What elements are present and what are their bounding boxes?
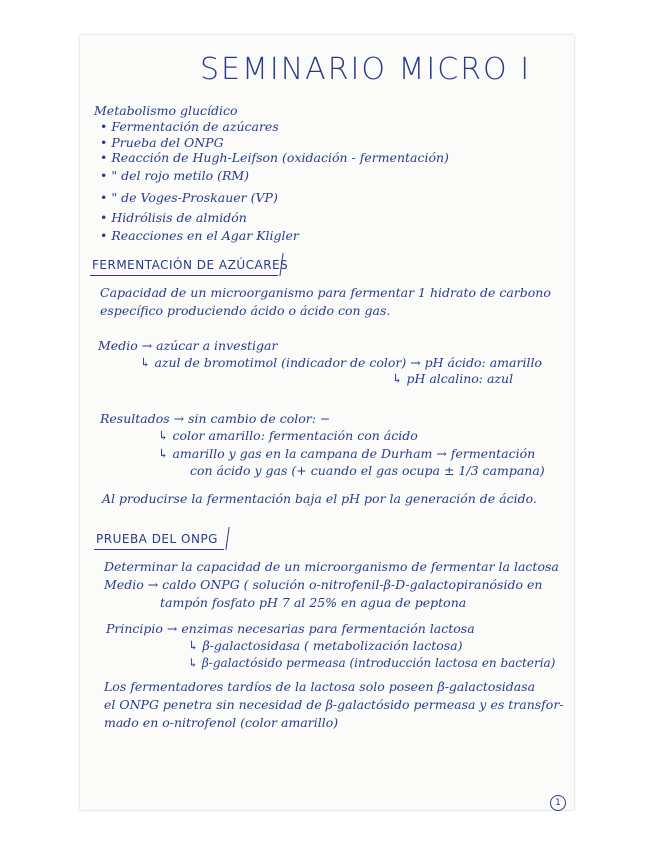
intro-heading: Metabolismo glucídico: [94, 103, 238, 118]
section-heading-onpg: PRUEBA DEL ONPG: [96, 532, 218, 546]
text-line: tampón fosfato pH 7 al 25% en agua de peptona: [160, 595, 467, 610]
text-line: mado en o-nitrofenol (color amarillo): [104, 715, 339, 730]
text-line: el ONPG penetra sin necesidad de β-galactósido permeasa y es transfor-: [104, 697, 564, 712]
list-item: • Prueba del ONPG: [100, 135, 224, 150]
page-number: 1: [550, 795, 566, 811]
list-item: • " de Voges-Proskauer (VP): [100, 190, 278, 205]
text-line: Medio → caldo ONPG ( solución o-nitrofenil-β-D-galactopiranósido en: [104, 577, 543, 592]
text-line: con ácido y gas (+ cuando el gas ocupa ± 1/3 campana): [190, 463, 545, 478]
text-line: ↳ β-galactósido permeasa (introducción lactosa en bacteria): [188, 656, 556, 670]
list-item: • " del rojo metilo (RM): [100, 168, 250, 183]
list-item: • Reacciones en el Agar Kligler: [100, 228, 299, 243]
text-line: ↳ pH alcalino: azul: [392, 371, 514, 386]
page-title: SEMINARIO MICRO I: [200, 52, 532, 87]
text-line: Los fermentadores tardíos de la lactosa solo poseen β-galactosidasa: [104, 679, 536, 694]
text-line: Determinar la capacidad de un microorganismo de fermentar la lactosa: [104, 559, 559, 574]
text-line: ↳ azul de bromotimol (indicador de color) → pH ácido: amarillo: [140, 355, 542, 370]
text-line: Resultados → sin cambio de color: −: [100, 411, 331, 426]
list-item: • Fermentación de azúcares: [100, 119, 279, 134]
notebook-page: [80, 35, 574, 810]
text-line: ↳ β-galactosidasa ( metabolización lactosa): [188, 638, 463, 653]
section-heading-fermentation: FERMENTACIÓN DE AZÚCARES: [92, 258, 289, 272]
list-item: • Reacción de Hugh-Leifson (oxidación - fermentación): [100, 150, 449, 165]
text-line: Capacidad de un microorganismo para fermentar 1 hidrato de carbono: [100, 285, 551, 300]
text-line: específico produciendo ácido o ácido con gas.: [100, 303, 391, 318]
text-line: ↳ amarillo y gas en la campana de Durham → fermentación: [158, 446, 536, 461]
text-line: Al producirse la fermentación baja el pH por la generación de ácido.: [102, 491, 537, 506]
list-item: • Hidrólisis de almidón: [100, 210, 247, 225]
text-line: ↳ color amarillo: fermentación con ácido: [158, 428, 418, 443]
text-line: Medio → azúcar a investigar: [98, 338, 278, 353]
text-line: Principio → enzimas necesarias para fermentación lactosa: [106, 621, 475, 636]
